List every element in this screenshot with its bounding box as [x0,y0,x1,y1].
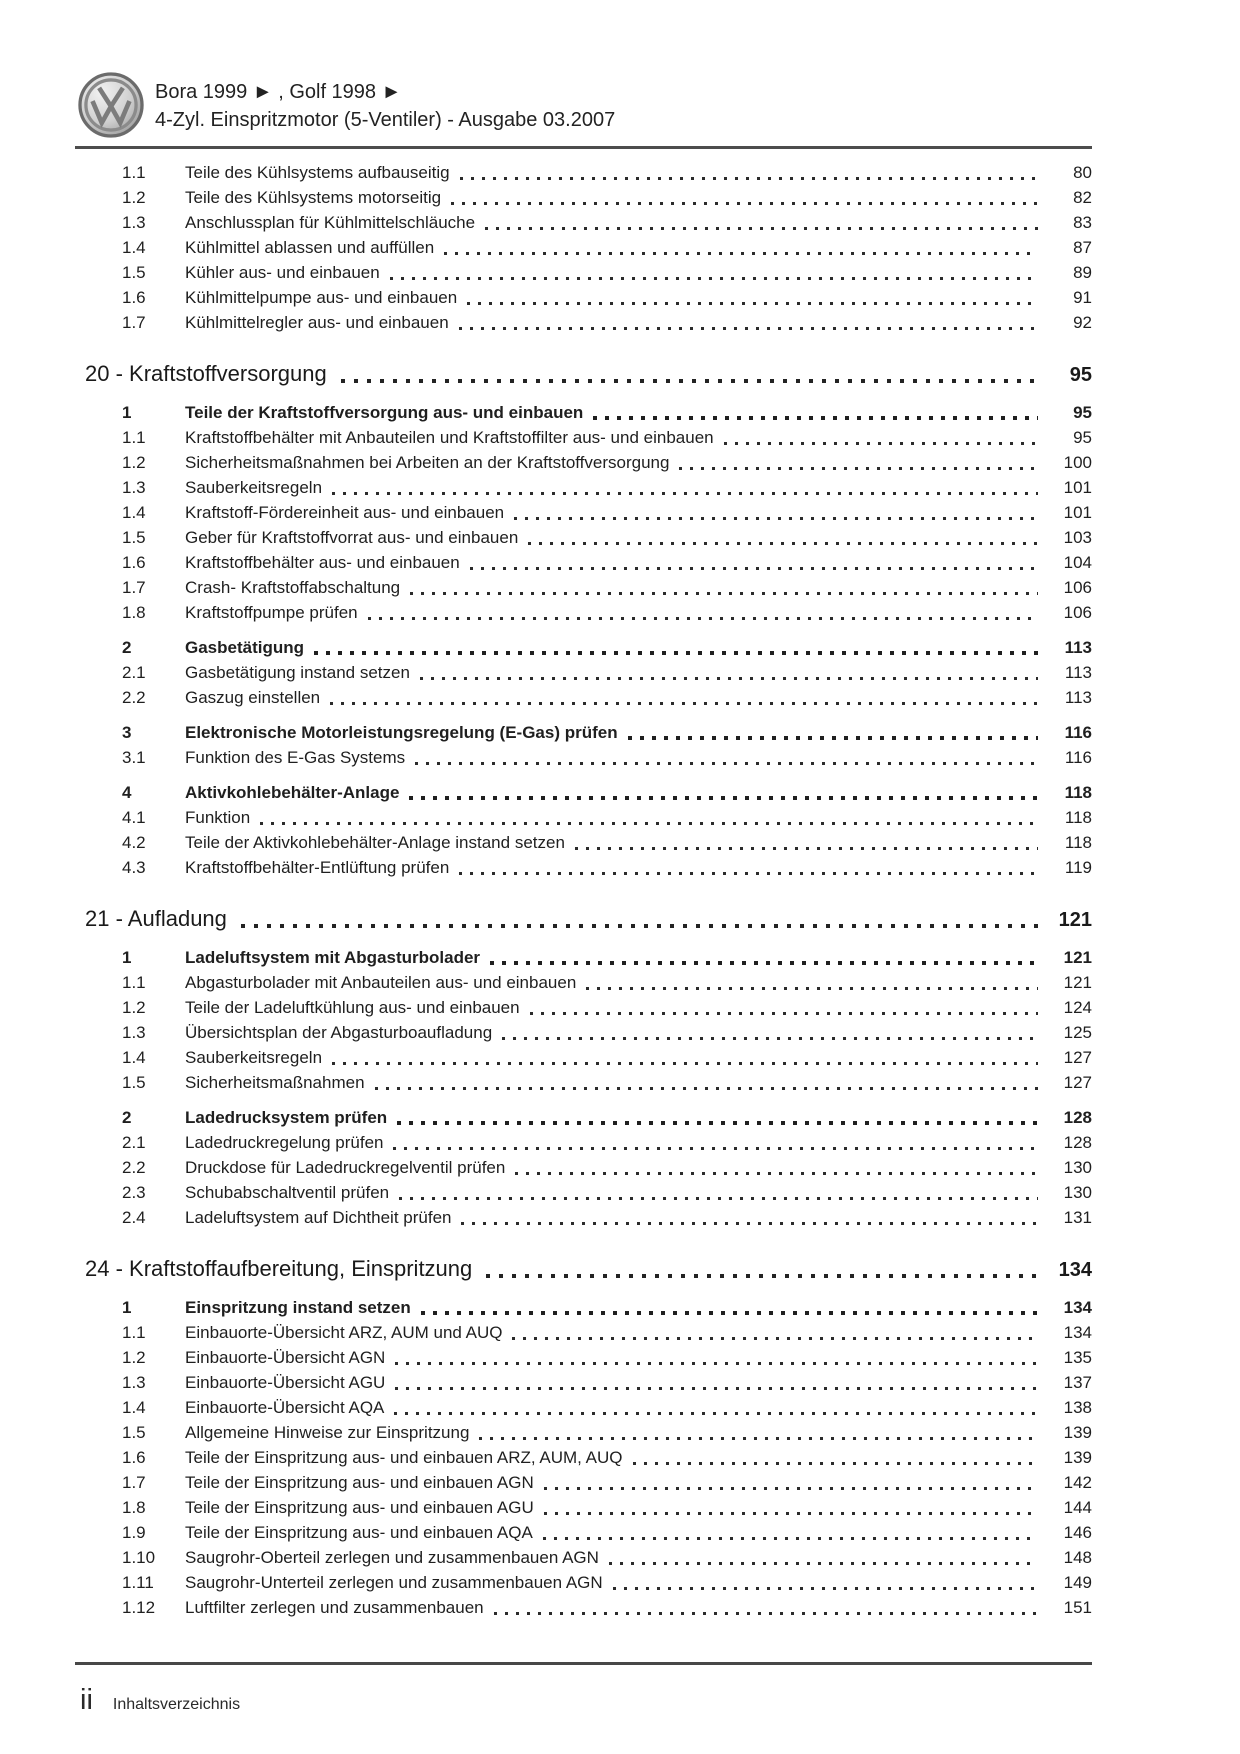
entry-page-number: 128 [1063,1108,1092,1127]
entry-page-number: 106 [1063,578,1092,597]
dot-leader [543,1537,1038,1540]
entry-title: Saugrohr-Oberteil zerlegen und zusammenbauen AGN [185,1548,599,1567]
dot-leader [332,1062,1038,1065]
toc-entry [75,1070,1092,1095]
entry-number: 1.1 [122,973,146,992]
dot-leader [395,1362,1038,1365]
entry-number: 1.9 [122,1523,146,1542]
toc-entry [75,1520,1092,1545]
dot-leader [502,1037,1038,1040]
entry-page-number: 124 [1063,998,1092,1017]
toc-entry [75,1495,1092,1520]
entry-page-number: 80 [1073,163,1092,182]
toc-entry [75,400,1092,425]
toc-entry [75,525,1092,550]
toc-entry [75,1045,1092,1070]
toc-entry [75,945,1092,970]
entry-number: 1.11 [122,1573,154,1592]
entry-page-number: 103 [1063,528,1092,547]
footer-label: Inhaltsverzeichnis [112,1696,241,1713]
toc-section-heading [75,1254,1092,1285]
dot-leader [679,467,1038,470]
entry-number: 1.3 [122,1023,146,1042]
toc-entry [75,600,1092,625]
dot-leader [459,327,1038,330]
toc [75,160,1092,1620]
entry-title: Einbauorte-Übersicht ARZ, AUM und AUQ [185,1323,503,1342]
entry-number: 1.1 [122,1323,146,1342]
toc-entry [75,1395,1092,1420]
dot-leader [530,1012,1038,1015]
entry-page-number: 95 [1073,403,1092,422]
entry-page-number: 125 [1063,1023,1092,1042]
entry-number: 1.2 [122,188,146,207]
toc-entry [75,995,1092,1020]
entry-number: 1.3 [122,478,146,497]
entry-title: Gasbetätigung [185,638,305,657]
entry-page-number: 118 [1064,808,1092,827]
entry-title: Crash- Kraftstoffabschaltung [185,578,401,597]
entry-title: Sauberkeitsregeln [185,1048,323,1067]
dot-leader [724,442,1038,445]
toc-entry [75,1570,1092,1595]
toc-entry [75,1205,1092,1230]
dot-leader [395,1387,1038,1390]
dot-leader [628,736,1038,740]
dot-leader [515,1172,1038,1175]
toc-entry [75,830,1092,855]
entry-title: Schubabschaltventil prüfen [185,1183,390,1202]
entry-title: Teile der Aktivkohlebehälter-Anlage instand setzen [185,833,565,852]
entry-title: Gaszug einstellen [185,688,321,707]
dot-leader [421,1311,1038,1315]
toc-entry [75,685,1092,710]
entry-page-number: 106 [1063,603,1092,622]
entry-page-number: 151 [1063,1598,1092,1617]
toc-entry [75,160,1092,185]
toc-entry [75,1105,1092,1130]
footer-page-number: ii [80,1684,93,1716]
entry-number: 2.4 [122,1208,146,1227]
toc-entry [75,1020,1092,1045]
dot-leader [544,1512,1038,1515]
dot-leader [633,1462,1038,1465]
toc-entry [75,1320,1092,1345]
entry-title: Teile der Kraftstoffversorgung aus- und einbauen [185,403,584,422]
dot-leader [528,542,1038,545]
entry-page-number: 135 [1063,1348,1092,1367]
section-page-number: 134 [1058,1259,1092,1281]
entry-title: Teile der Einspritzung aus- und einbauen ARZ, AUM, AUQ [185,1448,623,1467]
entry-page-number: 137 [1063,1373,1092,1392]
entry-page-number: 138 [1063,1398,1092,1417]
toc-entry [75,500,1092,525]
section-title: 24 - Kraftstoffaufbereitung, Einspritzung [85,1256,473,1281]
toc-entry [75,745,1092,770]
entry-number: 1 [122,403,132,422]
entry-page-number: 134 [1063,1323,1092,1342]
entry-page-number: 91 [1073,288,1092,307]
dot-leader [490,961,1038,965]
entry-title: Ladedruckregelung prüfen [185,1133,384,1152]
dot-leader [460,177,1038,180]
dot-leader [415,762,1038,765]
entry-title: Teile der Ladeluftkühlung aus- und einbauen [185,998,520,1017]
entry-page-number: 113 [1064,638,1092,657]
entry-page-number: 116 [1064,723,1092,742]
entry-page-number: 119 [1064,858,1092,877]
entry-page-number: 113 [1064,663,1092,682]
entry-number: 1.2 [122,998,146,1017]
dot-leader [397,1121,1038,1125]
entry-page-number: 100 [1063,453,1092,472]
dot-leader [459,872,1038,875]
entry-page-number: 87 [1073,238,1092,257]
entry-title: Ladeluftsystem mit Abgasturbolader [185,948,481,967]
toc-entry [75,185,1092,210]
vw-logo-icon [78,72,144,138]
toc-entry [75,855,1092,880]
entry-number: 1.8 [122,1498,146,1517]
dot-leader [332,492,1038,495]
entry-page-number: 118 [1064,783,1092,802]
dot-leader [241,924,1038,928]
dot-leader [544,1487,1038,1490]
entry-page-number: 113 [1064,688,1092,707]
entry-number: 1.5 [122,1073,146,1092]
dot-leader [593,416,1038,420]
entry-number: 4.3 [122,858,146,877]
toc-entry [75,1595,1092,1620]
entry-page-number: 131 [1063,1208,1092,1227]
header-model-line: Bora 1999 ► , Golf 1998 ► [155,81,402,103]
entry-page-number: 139 [1063,1448,1092,1467]
toc-entry [75,1545,1092,1570]
dot-leader [451,202,1038,205]
page-footer [80,1684,240,1717]
toc-section-heading [75,359,1092,390]
toc-entry [75,425,1092,450]
entry-title: Allgemeine Hinweise zur Einspritzung [185,1423,470,1442]
entry-title: Kraftstoff-Fördereinheit aus- und einbauen [185,503,505,522]
entry-number: 1.6 [122,1448,146,1467]
entry-number: 1.4 [122,1398,146,1417]
toc-entry [75,1470,1092,1495]
entry-title: Kraftstoffbehälter mit Anbauteilen und Kraftstoffilter aus- und einbauen [185,428,714,447]
entry-page-number: 149 [1063,1573,1092,1592]
entry-page-number: 148 [1063,1548,1092,1567]
dot-leader [410,592,1038,595]
dot-leader [467,302,1038,305]
section-page-number: 95 [1069,364,1092,386]
entry-title: Teile des Kühlsystems aufbauseitig [185,163,450,182]
dot-leader [409,796,1038,800]
toc-entry [75,720,1092,745]
entry-title: Einspritzung instand setzen [185,1298,411,1317]
entry-page-number: 130 [1063,1158,1092,1177]
dot-leader [479,1437,1038,1440]
toc-entry [75,780,1092,805]
entry-number: 2.2 [122,1158,146,1177]
toc-entry [75,1130,1092,1155]
section-title: 20 - Kraftstoffversorgung [85,361,327,386]
toc-entry [75,970,1092,995]
entry-title: Geber für Kraftstoffvorrat aus- und einbauen [185,528,519,547]
toc-section-heading [75,904,1092,935]
entry-title: Sicherheitsmaßnahmen bei Arbeiten an der Kraftstoffversorgung [185,453,670,472]
dot-leader [444,252,1038,255]
entry-title: Sauberkeitsregeln [185,478,323,497]
entry-number: 1.5 [122,263,146,282]
entry-number: 4.2 [122,833,146,852]
entry-number: 1.2 [122,1348,146,1367]
dot-leader [394,1412,1038,1415]
entry-title: Ladedrucksystem prüfen [185,1108,388,1127]
entry-title: Elektronische Motorleistungsregelung (E-Gas) prüfen [185,723,618,742]
entry-number: 1.7 [122,578,146,597]
entry-number: 1.6 [122,553,146,572]
dot-leader [341,379,1038,383]
dot-leader [613,1587,1038,1590]
entry-number: 1.10 [122,1548,156,1567]
dot-leader [494,1612,1038,1615]
toc-entry [75,210,1092,235]
toc-entry [75,1295,1092,1320]
entry-title: Einbauorte-Übersicht AGU [185,1373,386,1392]
entry-title: Kühlmittel ablassen und auffüllen [185,238,435,257]
entry-page-number: 139 [1063,1423,1092,1442]
section-page-number: 121 [1058,909,1092,931]
entry-page-number: 121 [1063,973,1092,992]
entry-page-number: 130 [1063,1183,1092,1202]
dot-leader [486,1274,1038,1278]
entry-number: 1.4 [122,1048,146,1067]
entry-number: 1.12 [122,1598,156,1617]
entry-title: Teile der Einspritzung aus- und einbauen AGN [185,1473,534,1492]
footer-divider [75,1662,1092,1665]
entry-title: Kühlmittelpumpe aus- und einbauen [185,288,458,307]
entry-page-number: 121 [1063,948,1092,967]
dot-leader [470,567,1038,570]
entry-number: 2.2 [122,688,146,707]
dot-leader [390,277,1038,280]
entry-title: Kraftstoffbehälter aus- und einbauen [185,553,460,572]
entry-number: 2 [122,1108,132,1127]
entry-page-number: 104 [1063,553,1092,572]
toc-entry [75,1445,1092,1470]
entry-title: Einbauorte-Übersicht AQA [185,1398,385,1417]
entry-number: 3 [122,723,132,742]
entry-title: Kraftstoffpumpe prüfen [185,603,358,622]
entry-title: Kühlmittelregler aus- und einbauen [185,313,449,332]
entry-page-number: 83 [1073,213,1092,232]
entry-title: Ladeluftsystem auf Dichtheit prüfen [185,1208,452,1227]
dot-leader [399,1197,1038,1200]
entry-page-number: 92 [1073,313,1092,332]
header-subtitle-line: 4-Zyl. Einspritzmotor (5-Ventiler) - Ausgabe 03.2007 [155,109,616,131]
entry-number: 1.7 [122,1473,146,1492]
entry-number: 2.3 [122,1183,146,1202]
section-title: 21 - Aufladung [85,906,227,931]
dot-leader [330,702,1038,705]
entry-number: 1.4 [122,503,146,522]
dot-leader [586,987,1038,990]
entry-number: 1.7 [122,313,146,332]
dot-leader [485,227,1038,230]
entry-number: 1 [122,1298,132,1317]
dot-leader [375,1087,1038,1090]
entry-page-number: 116 [1064,748,1092,767]
entry-number: 1.4 [122,238,146,257]
entry-number: 4 [122,783,132,802]
dot-leader [609,1562,1038,1565]
entry-number: 4.1 [122,808,146,827]
toc-entry [75,575,1092,600]
entry-page-number: 128 [1063,1133,1092,1152]
entry-title: Teile der Einspritzung aus- und einbauen AGU [185,1498,534,1517]
toc-entry [75,260,1092,285]
dot-leader [512,1337,1038,1340]
entry-title: Kraftstoffbehälter-Entlüftung prüfen [185,858,450,877]
dot-leader [514,517,1038,520]
toc-entry [75,235,1092,260]
entry-number: 1.5 [122,528,146,547]
entry-title: Sicherheitsmaßnahmen [185,1073,365,1092]
entry-title: Teile des Kühlsystems motorseitig [185,188,442,207]
entry-title: Einbauorte-Übersicht AGN [185,1348,386,1367]
toc-entry [75,475,1092,500]
entry-number: 2.1 [122,1133,146,1152]
entry-title: Gasbetätigung instand setzen [185,663,410,682]
toc-entry [75,1155,1092,1180]
toc-entry [75,635,1092,660]
entry-page-number: 134 [1063,1298,1092,1317]
toc-entry [75,450,1092,475]
entry-number: 2 [122,638,132,657]
entry-number: 3.1 [122,748,146,767]
entry-page-number: 89 [1073,263,1092,282]
entry-number: 1.8 [122,603,146,622]
entry-page-number: 144 [1063,1498,1092,1517]
dot-leader [368,617,1038,620]
entry-number: 1 [122,948,132,967]
toc-entry [75,1370,1092,1395]
entry-page-number: 101 [1063,478,1092,497]
entry-page-number: 101 [1063,503,1092,522]
dot-leader [314,651,1038,655]
entry-title: Druckdose für Ladedruckregelventil prüfen [185,1158,506,1177]
toc-entry [75,1345,1092,1370]
entry-number: 1.3 [122,1373,146,1392]
entry-title: Kühler aus- und einbauen [185,263,380,282]
toc-entry [75,1420,1092,1445]
entry-number: 1.1 [122,163,146,182]
dot-leader [420,677,1038,680]
dot-leader [461,1222,1038,1225]
entry-number: 1.2 [122,453,146,472]
toc-entry [75,310,1092,335]
toc-entry [75,550,1092,575]
toc-entry [75,285,1092,310]
toc-entry [75,660,1092,685]
entry-number: 1.1 [122,428,146,447]
entry-page-number: 127 [1063,1073,1092,1092]
header-divider [75,146,1092,149]
entry-page-number: 127 [1063,1048,1092,1067]
entry-title: Luftfilter zerlegen und zusammenbauen [185,1598,484,1617]
entry-page-number: 95 [1073,428,1092,447]
entry-page-number: 142 [1063,1473,1092,1492]
entry-title: Funktion [185,808,251,827]
entry-page-number: 82 [1073,188,1092,207]
dot-leader [575,847,1038,850]
entry-page-number: 118 [1064,833,1092,852]
entry-title: Abgasturbolader mit Anbauteilen aus- und einbauen [185,973,577,992]
toc-entry [75,805,1092,830]
entry-page-number: 146 [1063,1523,1092,1542]
entry-title: Saugrohr-Unterteil zerlegen und zusammenbauen AGN [185,1573,603,1592]
entry-title: Aktivkohlebehälter-Anlage [185,783,400,802]
entry-number: 1.6 [122,288,146,307]
dot-leader [393,1147,1038,1150]
entry-title: Funktion des E-Gas Systems [185,748,406,767]
dot-leader [260,822,1038,825]
entry-title: Teile der Einspritzung aus- und einbauen AQA [185,1523,533,1542]
entry-title: Übersichtsplan der Abgasturboaufladung [185,1023,493,1042]
entry-number: 1.3 [122,213,146,232]
entry-number: 1.5 [122,1423,146,1442]
entry-title: Anschlussplan für Kühlmittelschläuche [185,213,476,232]
toc-entry [75,1180,1092,1205]
entry-number: 2.1 [122,663,146,682]
